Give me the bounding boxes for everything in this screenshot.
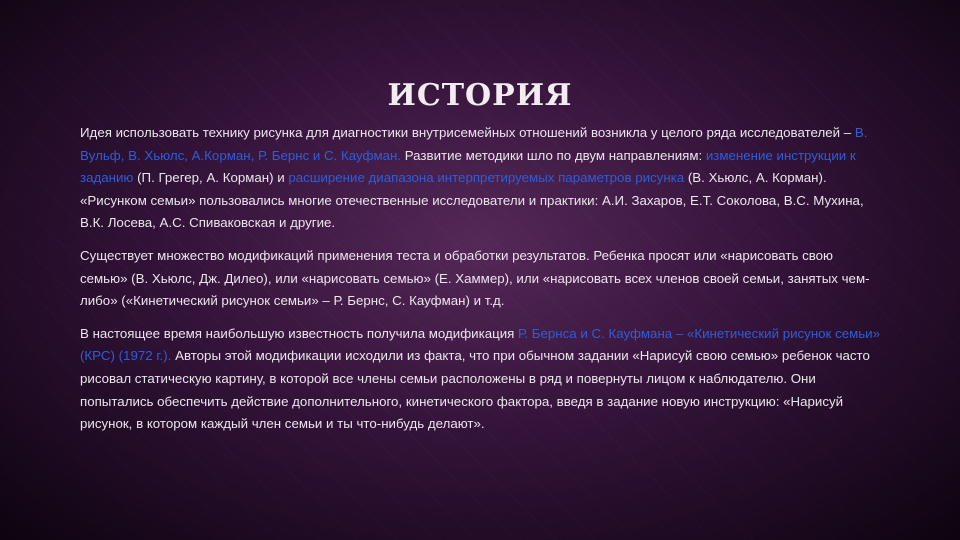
text-segment: Развитие методики шло по двум направлениям: [401,147,706,163]
paragraph-history-intro [80,122,880,235]
paragraph-modifications [80,245,880,313]
highlight-authors: В. Вульф, В. Хьюлс, А.Корман, Р. Бернс и С. Кауфман. [80,125,868,163]
highlight-krs-method: Р. Бернса и С. Кауфмана – «Кинетический рисунок семьи» (КРС) (1972 г.). [80,325,881,364]
text-segment: (П. Грегер, А. Корман) и [133,170,289,186]
paragraph-krs [80,323,880,436]
text-segment: Идея использовать технику рисунка для диагностики внутрисемейных отношений возникла у целого ряда исследователей – [80,125,855,140]
highlight-parameter-expansion: расширение диапазона интерпретируемых параметров рисунка [288,170,685,186]
text-segment: Авторы этой модификации исходили из факта, что при обычном задании «Нарисуй свою семью» ребенок часто рисовал статическую картину, в которой все члены семьи расположены в ряд и повернуты лицом к наблюдателю. Они попытались обеспечить действие дополнительного, кинетического фактора, введя в задание новую инструкцию: «Нарисуй рисунок, в котором каждый член семьи и ты что-нибудь делают». [80,348,870,432]
highlight-instruction-change: изменение инструкции к заданию [80,147,856,186]
text-segment: В настоящее время наибольшую известность получила модификация [80,325,519,341]
text-segment: Существует множество модификаций применения теста и обработки результатов. Ребенка просят или «нарисовать свою семью» (В. Хьюлс, Дж. Дилео), или «нарисовать семью» (Е. Хаммер), или «нарисовать всех членов своей семьи, занятых чем-либо» («Кинетический рисунок семьи» – Р. Бернс, С. Кауфман) и т.д. [80,247,870,309]
text-segment: (В. Хьюлс, А. Корман). «Рисунком семьи» пользовались многие отечественные исследователи и практики: А.И. Захаров, Е.Т. Соколова, В.С. Мухина, В.К. Лосева, А.С. Спиваковская и другие. [80,170,864,231]
slide-body [80,122,880,446]
slide-title: ИСТОРИЯ [387,78,573,113]
